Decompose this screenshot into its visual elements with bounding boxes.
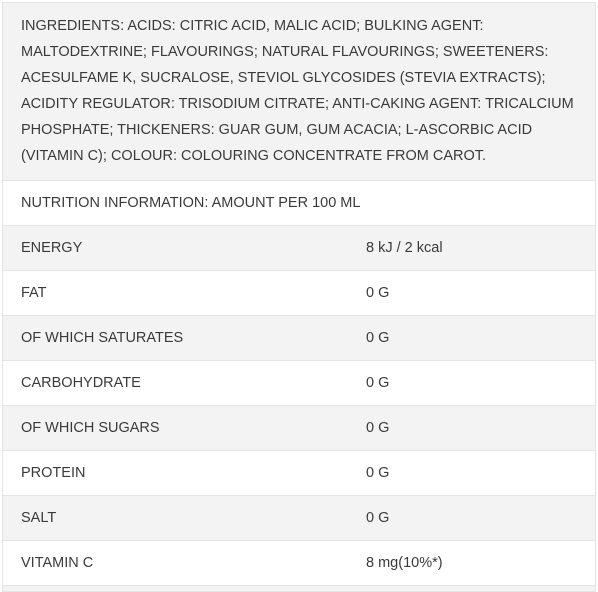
table-row bbox=[3, 496, 595, 541]
table-row bbox=[3, 271, 595, 316]
nutrient-value: 8 kJ / 2 kcal bbox=[366, 240, 443, 256]
nutrient-name: VITAMIN C bbox=[21, 555, 94, 571]
ingredients-text: INGREDIENTS: ACIDS: CITRIC ACID, MALIC ACID; BULKING AGENT: MALTODEXTRINE; FLAVOURINGS; NATURAL FLAVOURINGS; SWEETENERS: ACESULFAME K, SUCRALOSE, STEVIOL GLYCOSIDES (STEVIA EXTRACTS); ACIDITY REGULATOR: TRISODIUM CITRATE; ANTI-CAKING AGENT: TRICALCIUM PHOSPHATE; THICKENERS: GUAR GUM, GUM ACACIA; L-ASCORBIC ACID (VITAMIN C); COLOUR: COLOURING CONCENTRATE FROM CAROT. bbox=[3, 3, 595, 181]
nutrient-value: 0 G bbox=[366, 330, 390, 346]
nutrient-value: 0 G bbox=[366, 465, 390, 481]
table-row bbox=[3, 406, 595, 451]
nutrient-value: 0 G bbox=[366, 420, 390, 436]
table-row bbox=[3, 226, 595, 271]
nutrition-header-row bbox=[3, 181, 595, 226]
nutrient-value: 8 mg(10%*) bbox=[366, 555, 443, 571]
table-row bbox=[3, 316, 595, 361]
nutrient-name: PROTEIN bbox=[21, 465, 86, 481]
nutrient-value: 0 G bbox=[366, 285, 390, 301]
nutrition-table bbox=[2, 2, 596, 592]
nutrient-value: 0 G bbox=[366, 510, 390, 526]
nutrient-name: CARBOHYDRATE bbox=[21, 375, 141, 391]
nutrient-name: FAT bbox=[21, 285, 47, 301]
nutrient-value: 0 G bbox=[366, 375, 390, 391]
nutrition-header: NUTRITION INFORMATION: AMOUNT PER 100 ML bbox=[21, 195, 361, 211]
nutrient-name: SALT bbox=[21, 510, 57, 526]
table-bottom-edge bbox=[3, 586, 595, 592]
table-row bbox=[3, 451, 595, 496]
nutrient-name: OF WHICH SATURATES bbox=[21, 330, 184, 346]
nutrient-name: ENERGY bbox=[21, 240, 83, 256]
nutrient-name: OF WHICH SUGARS bbox=[21, 420, 160, 436]
table-row bbox=[3, 361, 595, 406]
table-row bbox=[3, 541, 595, 586]
